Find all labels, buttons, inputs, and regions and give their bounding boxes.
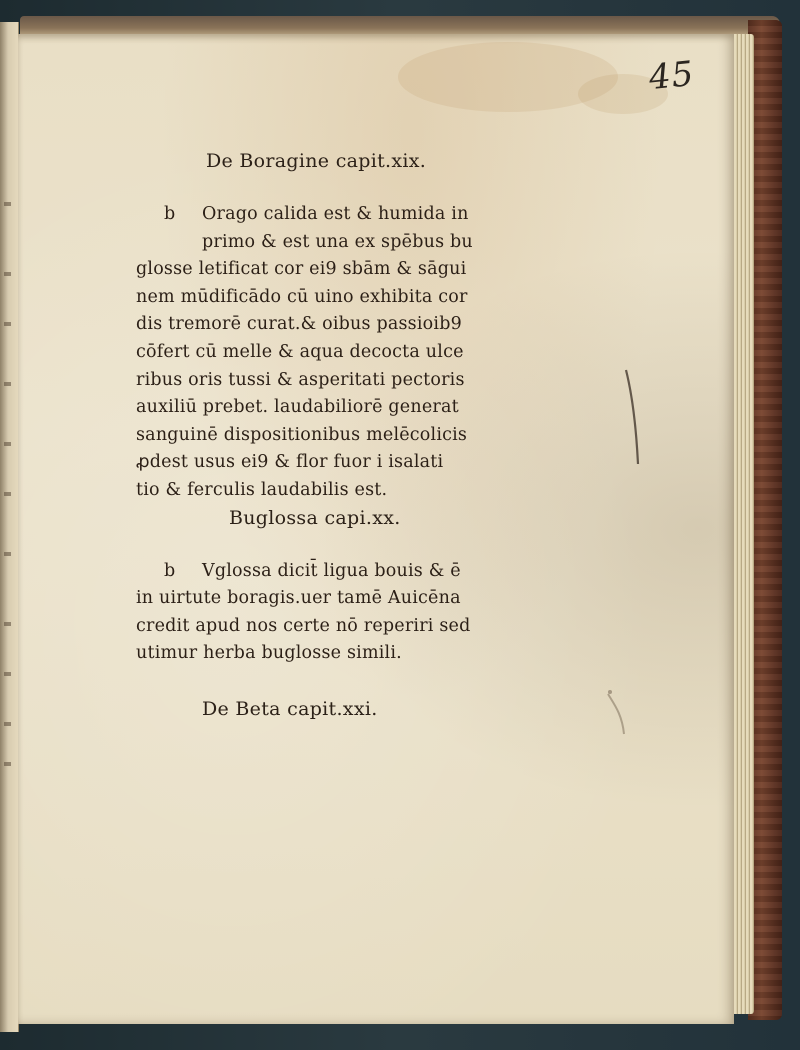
previous-page-edge	[0, 22, 19, 1032]
chapter-heading-buglossa: Buglossa capi.xx.	[229, 506, 401, 529]
text-line: ꝓdest usus ei9 & flor fuor i isalati	[136, 452, 444, 473]
text-line: Orago calida est & humida in	[202, 204, 469, 224]
margin-smudge	[602, 684, 632, 744]
text-line: in uirtute boragis.uer tamē Auicēna	[136, 588, 461, 609]
book-cover-top-edge	[20, 16, 780, 36]
guide-letter: b	[164, 204, 176, 224]
text-line: ribus oris tussi & asperitati pectoris	[136, 369, 465, 390]
margin-pen-mark	[618, 364, 648, 474]
text-block	[136, 148, 516, 723]
text-line: cōfert cū melle & aqua decocta ulce	[136, 341, 464, 362]
text-line: dis tremorē curat.& oibus passioib9	[136, 314, 462, 335]
text-line: auxiliū prebet. laudabiliorē generat	[136, 397, 459, 418]
text-line: Vglossa dicit̄ ligua bouis & ē	[202, 560, 461, 581]
text-line: sanguinē dispositionibus melēcolicis	[136, 424, 468, 445]
paragraph-boragine	[136, 201, 516, 505]
text-line: glosse letificat cor ei9 sbām & sāgui	[136, 259, 467, 280]
guide-letter: b	[164, 560, 176, 581]
text-line: nem mūdificādo cū uino exhibita cor	[136, 286, 468, 307]
book-page	[18, 34, 734, 1024]
paragraph-buglossa	[136, 558, 516, 668]
text-line: tio & ferculis laudabilis est.	[136, 479, 388, 500]
text-line: credit apud nos certe nō reperiri sed	[136, 615, 471, 636]
chapter-heading-beta: De Beta capit.xxi.	[202, 697, 378, 720]
text-line: utimur herba buglosse simili.	[136, 643, 402, 664]
chapter-heading-boragine: De Boragine capit.xix.	[206, 150, 427, 172]
text-line: primo & est una ex spēbus bu	[202, 231, 473, 252]
folio-number: 45	[646, 53, 696, 99]
